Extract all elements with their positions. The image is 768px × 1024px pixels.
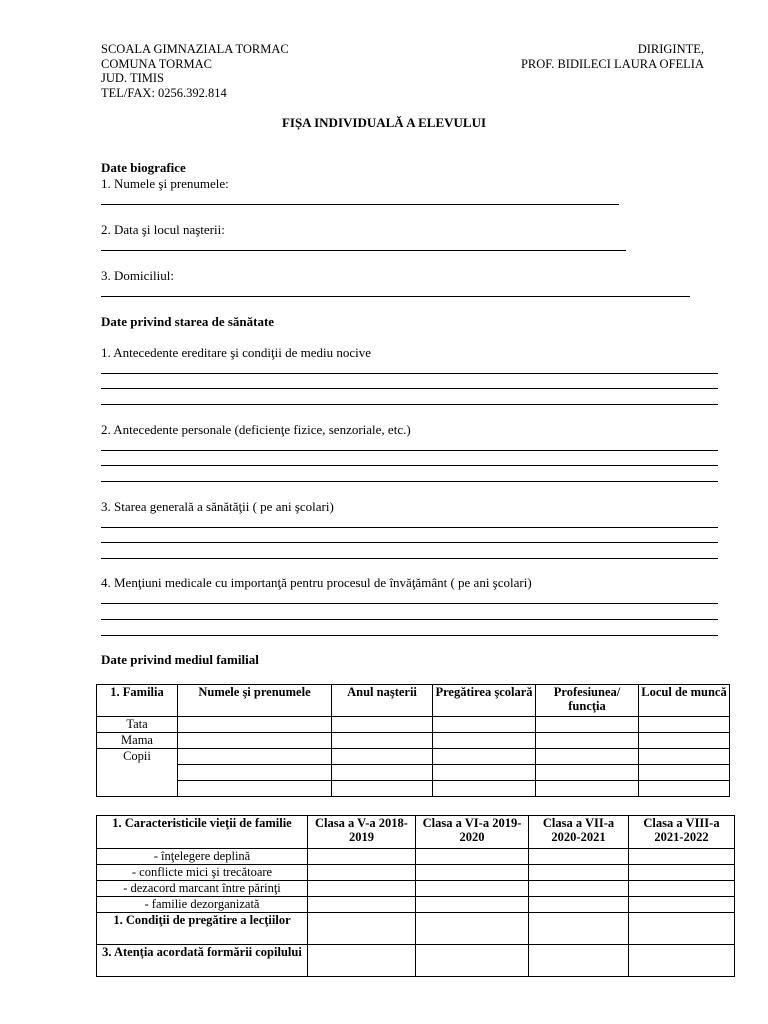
- col-workplace: Locul de muncă: [639, 685, 730, 717]
- cell[interactable]: [178, 749, 332, 765]
- question-medical: 4. Menţiuni medicale cu importanţă pentru procesul de învăţământ ( pe ani şcolari): [101, 575, 532, 590]
- page-title: FIȘA INDIVIDUALĂ A ELEVULUI: [281, 115, 487, 130]
- cell[interactable]: [529, 865, 629, 881]
- answer-line[interactable]: [101, 373, 718, 374]
- cell[interactable]: [178, 765, 332, 781]
- row-label: - conflicte mici şi trecătoare: [97, 865, 308, 881]
- answer-line[interactable]: [101, 388, 718, 389]
- table-row: [97, 765, 730, 781]
- cell[interactable]: [529, 913, 629, 945]
- table-row: [97, 733, 730, 749]
- cell[interactable]: [639, 781, 730, 797]
- cell[interactable]: [629, 913, 735, 945]
- answer-line[interactable]: [101, 619, 718, 620]
- cell[interactable]: [433, 733, 536, 749]
- cell[interactable]: [416, 881, 529, 897]
- cell[interactable]: [433, 749, 536, 765]
- answer-line[interactable]: [101, 204, 619, 205]
- cell[interactable]: [529, 881, 629, 897]
- cell[interactable]: [433, 765, 536, 781]
- cell[interactable]: [332, 717, 433, 733]
- table-row: [97, 945, 735, 977]
- table-row: [97, 897, 735, 913]
- row-label-children: Copii: [97, 749, 178, 797]
- question-name: 1. Numele şi prenumele:: [101, 176, 229, 191]
- cell[interactable]: [639, 749, 730, 765]
- phone: TEL/FAX: 0256.392.814: [101, 85, 227, 100]
- table-row: [97, 849, 735, 865]
- answer-line[interactable]: [101, 542, 718, 543]
- school-name: SCOALA GIMNAZIALA TORMAC: [101, 42, 289, 56]
- answer-line[interactable]: [101, 635, 718, 636]
- teacher-name: PROF. BIDILECI LAURA OFELIA: [520, 56, 704, 71]
- cell[interactable]: [629, 897, 735, 913]
- answer-line[interactable]: [101, 558, 718, 559]
- table-row: [97, 881, 735, 897]
- cell[interactable]: [416, 849, 529, 865]
- cell[interactable]: [433, 781, 536, 797]
- row-label: - dezacord marcant între părinţi: [97, 881, 308, 897]
- answer-line[interactable]: [101, 465, 718, 466]
- col-name: Numele şi prenumele: [178, 685, 332, 717]
- cell[interactable]: [416, 945, 529, 977]
- cell[interactable]: [536, 781, 639, 797]
- section-family: Date privind mediul familial: [101, 652, 259, 667]
- row-label-father: Tata: [97, 717, 178, 733]
- cell[interactable]: [332, 781, 433, 797]
- question-birth: 2. Data şi locul naşterii:: [101, 222, 225, 237]
- row-label: - înţelegere deplină: [97, 849, 308, 865]
- table-row: [97, 913, 735, 945]
- question-address: 3. Domiciliul:: [101, 268, 174, 283]
- answer-line[interactable]: [101, 450, 718, 451]
- cell[interactable]: [308, 945, 416, 977]
- cell[interactable]: [178, 717, 332, 733]
- section-health: Date privind starea de sănătate: [101, 314, 275, 329]
- cell[interactable]: [529, 849, 629, 865]
- table-row: [97, 865, 735, 881]
- cell[interactable]: [536, 733, 639, 749]
- cell[interactable]: [639, 765, 730, 781]
- family-life-table: [96, 815, 735, 977]
- cell[interactable]: [416, 913, 529, 945]
- answer-line[interactable]: [101, 527, 718, 528]
- question-personal: 2. Antecedente personale (deficienţe fizice, senzoriale, etc.): [101, 422, 411, 437]
- cell[interactable]: [529, 897, 629, 913]
- row-label-attention: 3. Atenţia acordată formării copilului: [97, 945, 308, 977]
- cell[interactable]: [178, 733, 332, 749]
- col-grade-6: Clasa a VI-a 2019-2020: [416, 816, 529, 849]
- cell[interactable]: [332, 765, 433, 781]
- col-grade-5: Clasa a V-a 2018-2019: [308, 816, 416, 849]
- table-row: [97, 717, 730, 733]
- col-profession: Profesiunea/ funcţia: [536, 685, 639, 717]
- col-birth-year: Anul naşterii: [332, 685, 433, 717]
- cell[interactable]: [536, 765, 639, 781]
- row-label: - familie dezorganizată: [97, 897, 308, 913]
- cell[interactable]: [433, 717, 536, 733]
- col-family: 1. Familia: [97, 685, 178, 717]
- row-label-mother: Mama: [97, 733, 178, 749]
- cell[interactable]: [536, 749, 639, 765]
- cell[interactable]: [332, 749, 433, 765]
- cell[interactable]: [536, 717, 639, 733]
- cell[interactable]: [308, 897, 416, 913]
- answer-line[interactable]: [101, 250, 626, 251]
- answer-line[interactable]: [101, 404, 718, 405]
- cell[interactable]: [529, 945, 629, 977]
- commune: COMUNA TORMAC: [101, 56, 213, 71]
- row-label-lesson-prep: 1. Condiţii de pregătire a lecţiilor: [97, 913, 308, 945]
- answer-line[interactable]: [101, 603, 718, 604]
- col-grade-7: Clasa a VII-a 2020-2021: [529, 816, 629, 849]
- section-biographic: Date biografice: [101, 160, 186, 175]
- cell[interactable]: [629, 865, 735, 881]
- question-general-health: 3. Starea generală a sănătăţii ( pe ani şcolari): [101, 499, 334, 514]
- question-hereditary: 1. Antecedente ereditare şi condiţii de mediu nocive: [101, 345, 372, 360]
- teacher-info: [521, 42, 704, 71]
- cell[interactable]: [178, 781, 332, 797]
- cell[interactable]: [308, 865, 416, 881]
- table-row: [97, 749, 730, 765]
- cell[interactable]: [308, 881, 416, 897]
- cell[interactable]: [639, 717, 730, 733]
- school-info: [101, 42, 289, 100]
- teacher-role: DIRIGINTE,: [637, 42, 704, 56]
- cell[interactable]: [629, 849, 735, 865]
- family-table: [96, 684, 730, 797]
- answer-line[interactable]: [101, 296, 690, 297]
- col-grade-8: Clasa a VIII-a 2021-2022: [629, 816, 735, 849]
- cell[interactable]: [629, 945, 735, 977]
- answer-line[interactable]: [101, 481, 718, 482]
- cell[interactable]: [332, 733, 433, 749]
- county: JUD. TIMIS: [101, 71, 164, 85]
- cell[interactable]: [416, 897, 529, 913]
- cell[interactable]: [416, 865, 529, 881]
- cell[interactable]: [629, 881, 735, 897]
- cell[interactable]: [308, 913, 416, 945]
- col-family-life: 1. Caracteristicile vieţii de familie: [97, 816, 308, 849]
- table-row: [97, 781, 730, 797]
- col-education: Pregătirea şcolară: [433, 685, 536, 717]
- cell[interactable]: [639, 733, 730, 749]
- cell[interactable]: [308, 849, 416, 865]
